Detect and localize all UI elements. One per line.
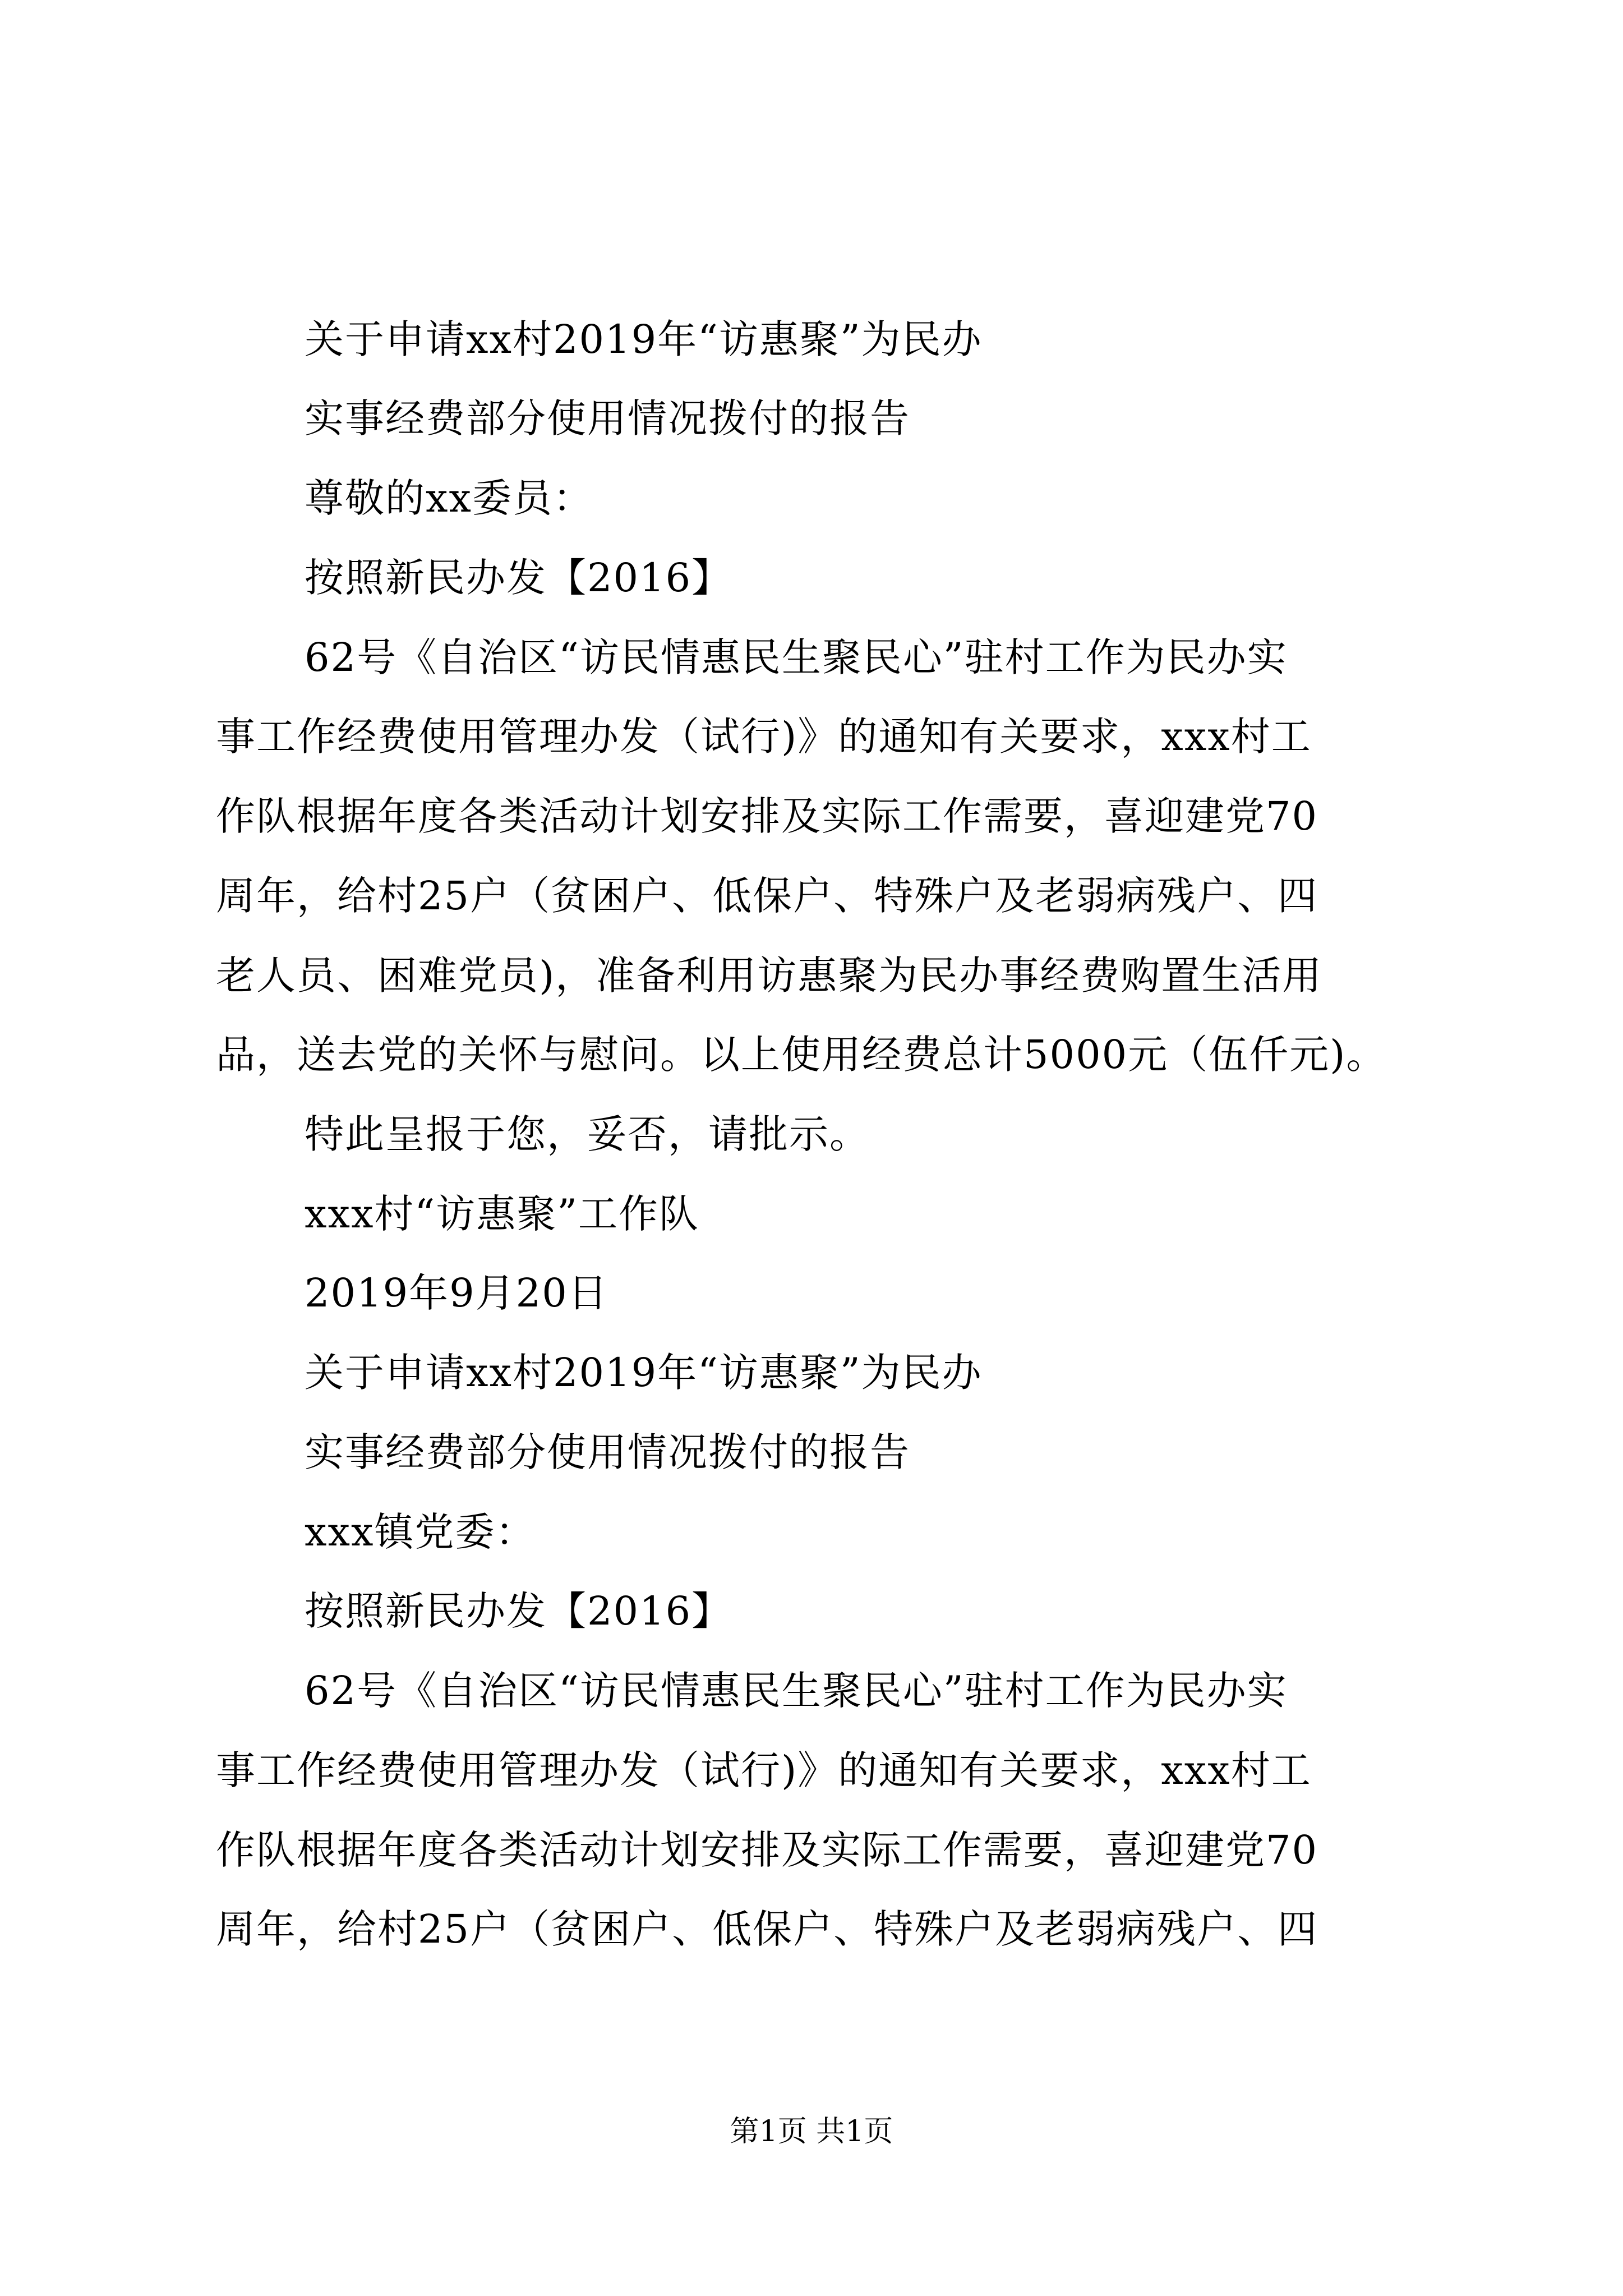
signature-line: xxx村“访惠聚”工作队: [305, 1191, 700, 1237]
date-line: 2019年9月20日: [305, 1270, 608, 1316]
salutation: 尊敬的xx委员：: [305, 475, 593, 521]
title-line-1: 关于申请xx村2019年“访惠聚”为民办: [305, 1350, 983, 1396]
body-line: 事工作经费使用管理办发（试行)》的通知有关要求，xxx村工: [216, 1747, 1312, 1793]
body-line: 按照新民办发【2016】: [305, 555, 732, 601]
body-line: 按照新民办发【2016】: [305, 1588, 732, 1634]
body-line: 作队根据年度各类活动计划安排及实际工作需要，喜迎建党70: [216, 1827, 1318, 1873]
body-line: 62号《自治区“访民情惠民生聚民心”驻村工作为民办实: [305, 1668, 1288, 1714]
body-line: 62号《自治区“访民情惠民生聚民心”驻村工作为民办实: [305, 634, 1288, 680]
closing-line: 特此呈报于您，妥否，请批示。: [305, 1111, 870, 1157]
body-line: 周年，给村25户（贫困户、低保户、特殊户及老弱病残户、四: [216, 873, 1318, 919]
title-line-1: 关于申请xx村2019年“访惠聚”为民办: [305, 316, 983, 362]
salutation: xxx镇党委：: [305, 1509, 536, 1555]
body-line: 事工作经费使用管理办发（试行)》的通知有关要求，xxx村工: [216, 714, 1312, 760]
title-line-2: 实事经费部分使用情况拨付的报告: [305, 395, 910, 441]
title-line-2: 实事经费部分使用情况拨付的报告: [305, 1429, 910, 1475]
page-footer: 第1页 共1页: [730, 2115, 893, 2148]
body-line: 作队根据年度各类活动计划安排及实际工作需要，喜迎建党70: [216, 793, 1318, 839]
body-line: 周年，给村25户（贫困户、低保户、特殊户及老弱病残户、四: [216, 1906, 1318, 1952]
body-line: 品，送去党的关怀与慰问。以上使用经费总计5000元（伍仟元)。: [216, 1032, 1387, 1078]
body-line: 老人员、困难党员)，准备利用访惠聚为民办事经费购置生活用: [216, 953, 1323, 999]
